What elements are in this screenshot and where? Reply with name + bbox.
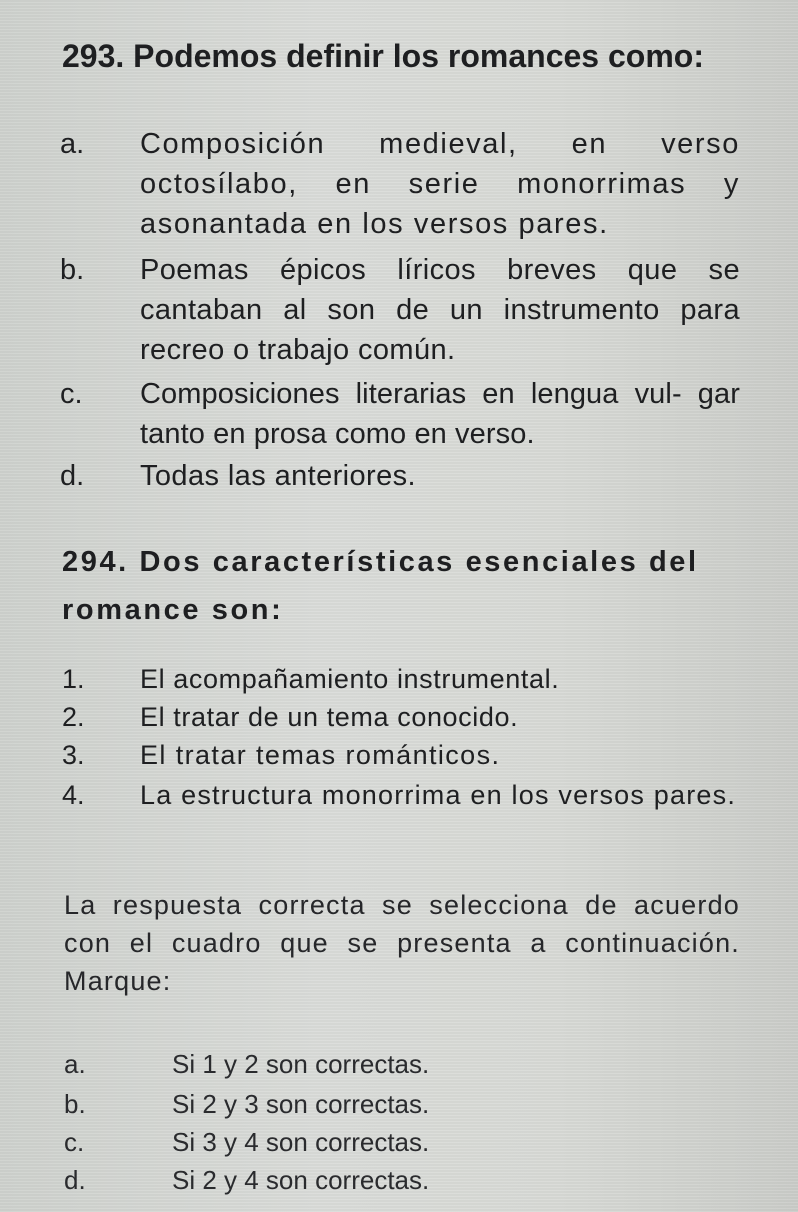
answer-letter: c. — [64, 1127, 85, 1157]
answer-text: Si 1 y 2 son correctas. — [172, 1049, 430, 1079]
option-b — [60, 250, 760, 374]
statement-text: La estructura monorrima en los versos pares. — [140, 780, 737, 810]
statement-text: El acompañamiento instrumental. — [140, 664, 560, 694]
option-a — [60, 124, 760, 248]
option-letter: c. — [60, 378, 83, 410]
question-293-title — [62, 36, 704, 76]
option-letter: d. — [60, 460, 85, 492]
option-d — [60, 456, 760, 498]
statement-number: 4. — [62, 780, 85, 810]
statement-number: 1. — [62, 664, 85, 694]
answer-letter: b. — [64, 1089, 86, 1119]
answer-text: Si 2 y 4 son correctas. — [172, 1165, 430, 1195]
option-c — [60, 374, 760, 458]
option-text: Composiciones literarias en lengua vul- gar tanto en prosa como en verso. — [140, 378, 740, 450]
question-text: Dos características esenciales del romance son: — [62, 546, 699, 626]
statement-number: 2. — [62, 702, 85, 732]
statement-number: 3. — [62, 740, 85, 770]
option-letter: a. — [60, 128, 85, 160]
question-number: 294. — [62, 546, 129, 578]
instruction-text: La respuesta correcta se selecciona de acuerdo con el cuadro que se presenta a continuación. Marque: — [64, 890, 740, 996]
question-number: 293. — [62, 38, 125, 74]
statement-text: El tratar temas románticos. — [140, 740, 501, 770]
answer-text: Si 3 y 4 son correctas. — [172, 1127, 430, 1157]
answer-text: Si 2 y 3 son correctas. — [172, 1089, 430, 1119]
option-text: Poemas épicos líricos breves que se cantaban al son de un instrumento para recreo o trabajo común. — [140, 254, 740, 366]
answer-letter: a. — [64, 1049, 86, 1079]
question-294-title — [62, 538, 742, 634]
question-text: Podemos definir los romances como: — [133, 38, 704, 74]
statement-text: El tratar de un tema conocido. — [140, 702, 519, 732]
option-letter: b. — [60, 254, 85, 286]
option-text: Todas las anteriores. — [140, 460, 416, 492]
answer-letter: d. — [64, 1165, 86, 1195]
option-text: Composición medieval, en verso octosílabo, en serie monorrimas y asonantada en los versos pares. — [140, 128, 740, 240]
